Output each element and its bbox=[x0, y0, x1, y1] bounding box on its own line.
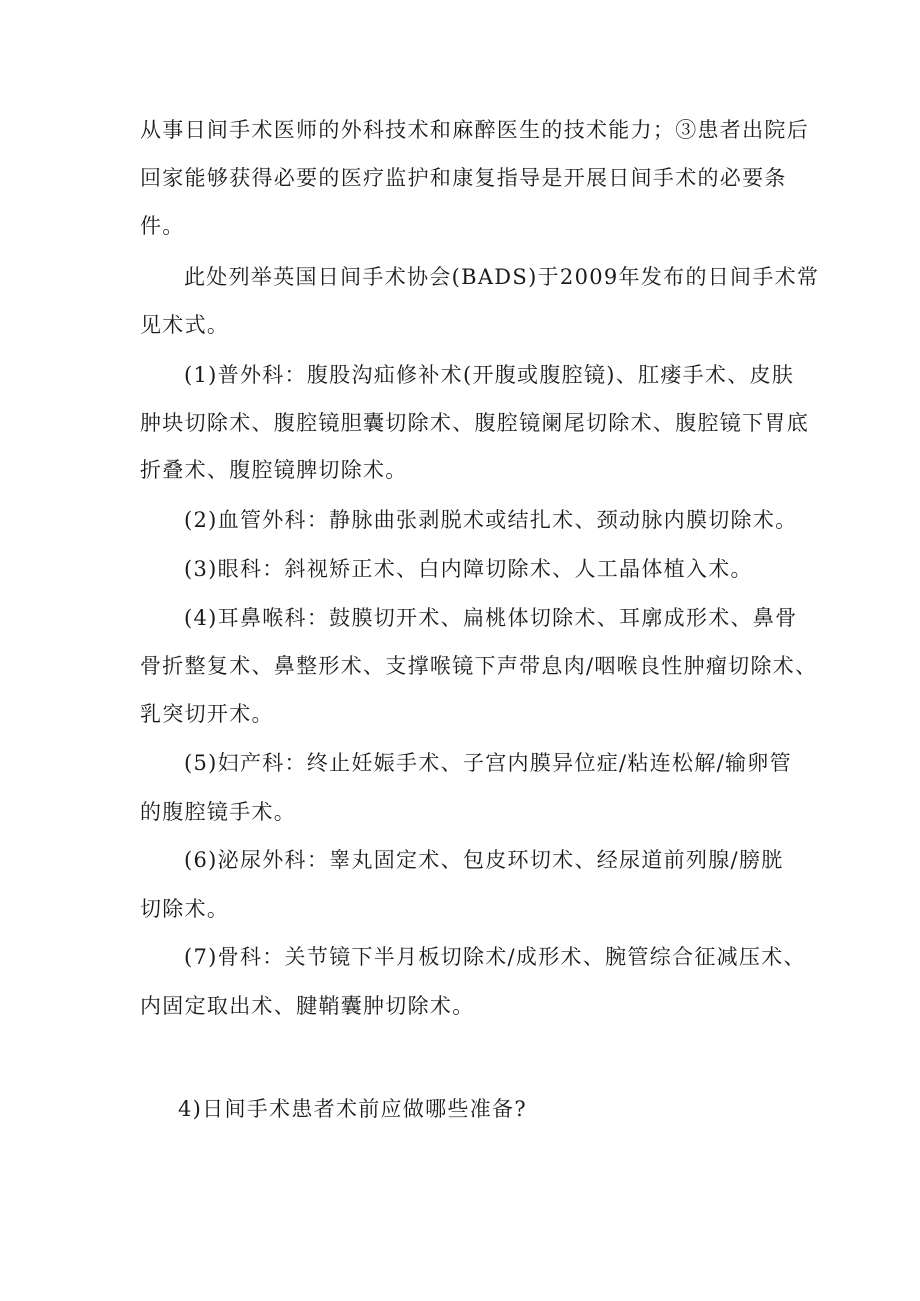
list-item-line: 的腹腔镜手术。 bbox=[140, 800, 297, 824]
paragraph-line: 此处列举英国日间手术协会(BADS)于2009年发布的日间手术常 bbox=[184, 265, 820, 289]
list-item-line: 乳突切开术。 bbox=[140, 702, 274, 726]
list-item-line: (7)骨科：关节镜下半月板切除术/成形术、腕管综合征减压术、 bbox=[184, 945, 806, 969]
list-item-line: 肿块切除术、腹腔镜胆囊切除术、腹腔镜阑尾切除术、腹腔镜下胃底 bbox=[140, 411, 809, 435]
list-item-line: (4)耳鼻喉科：鼓膜切开术、扁桃体切除术、耳廓成形术、鼻骨 bbox=[184, 606, 798, 630]
list-item-line: 切除术。 bbox=[140, 897, 230, 921]
list-item-line: (3)眼科：斜视矫正术、白内障切除术、人工晶体植入术。 bbox=[184, 557, 753, 581]
paragraph-line: 回家能够获得必要的医疗监护和康复指导是开展日间手术的必要条 bbox=[140, 166, 787, 190]
list-item-line: (2)血管外科：静脉曲张剥脱术或结扎术、颈动脉内膜切除术。 bbox=[184, 508, 798, 532]
list-item-line: 内固定取出术、腱鞘囊肿切除术。 bbox=[140, 994, 475, 1018]
list-item-line: (5)妇产科：终止妊娠手术、子宫内膜异位症/粘连松解/输卵管 bbox=[184, 751, 792, 775]
list-item-line: (1)普外科：腹股沟疝修补术(开腹或腹腔镜)、肛瘘手术、皮肤 bbox=[184, 363, 795, 387]
list-item-line: 骨折整复术、鼻整形术、支撑喉镜下声带息肉/咽喉良性肿瘤切除术、 bbox=[140, 654, 818, 678]
list-item-line: (6)泌尿外科：睾丸固定术、包皮环切术、经尿道前列腺/膀胱 bbox=[184, 848, 784, 872]
paragraph-line: 件。 bbox=[140, 214, 185, 238]
section-question: 4)日间手术患者术前应做哪些准备? bbox=[178, 1097, 527, 1121]
list-item-line: 折叠术、腹腔镜脾切除术。 bbox=[140, 458, 408, 482]
paragraph-line: 从事日间手术医师的外科技术和麻醉医生的技术能力；③患者出院后 bbox=[140, 118, 809, 142]
paragraph-line: 见术式。 bbox=[140, 313, 230, 337]
